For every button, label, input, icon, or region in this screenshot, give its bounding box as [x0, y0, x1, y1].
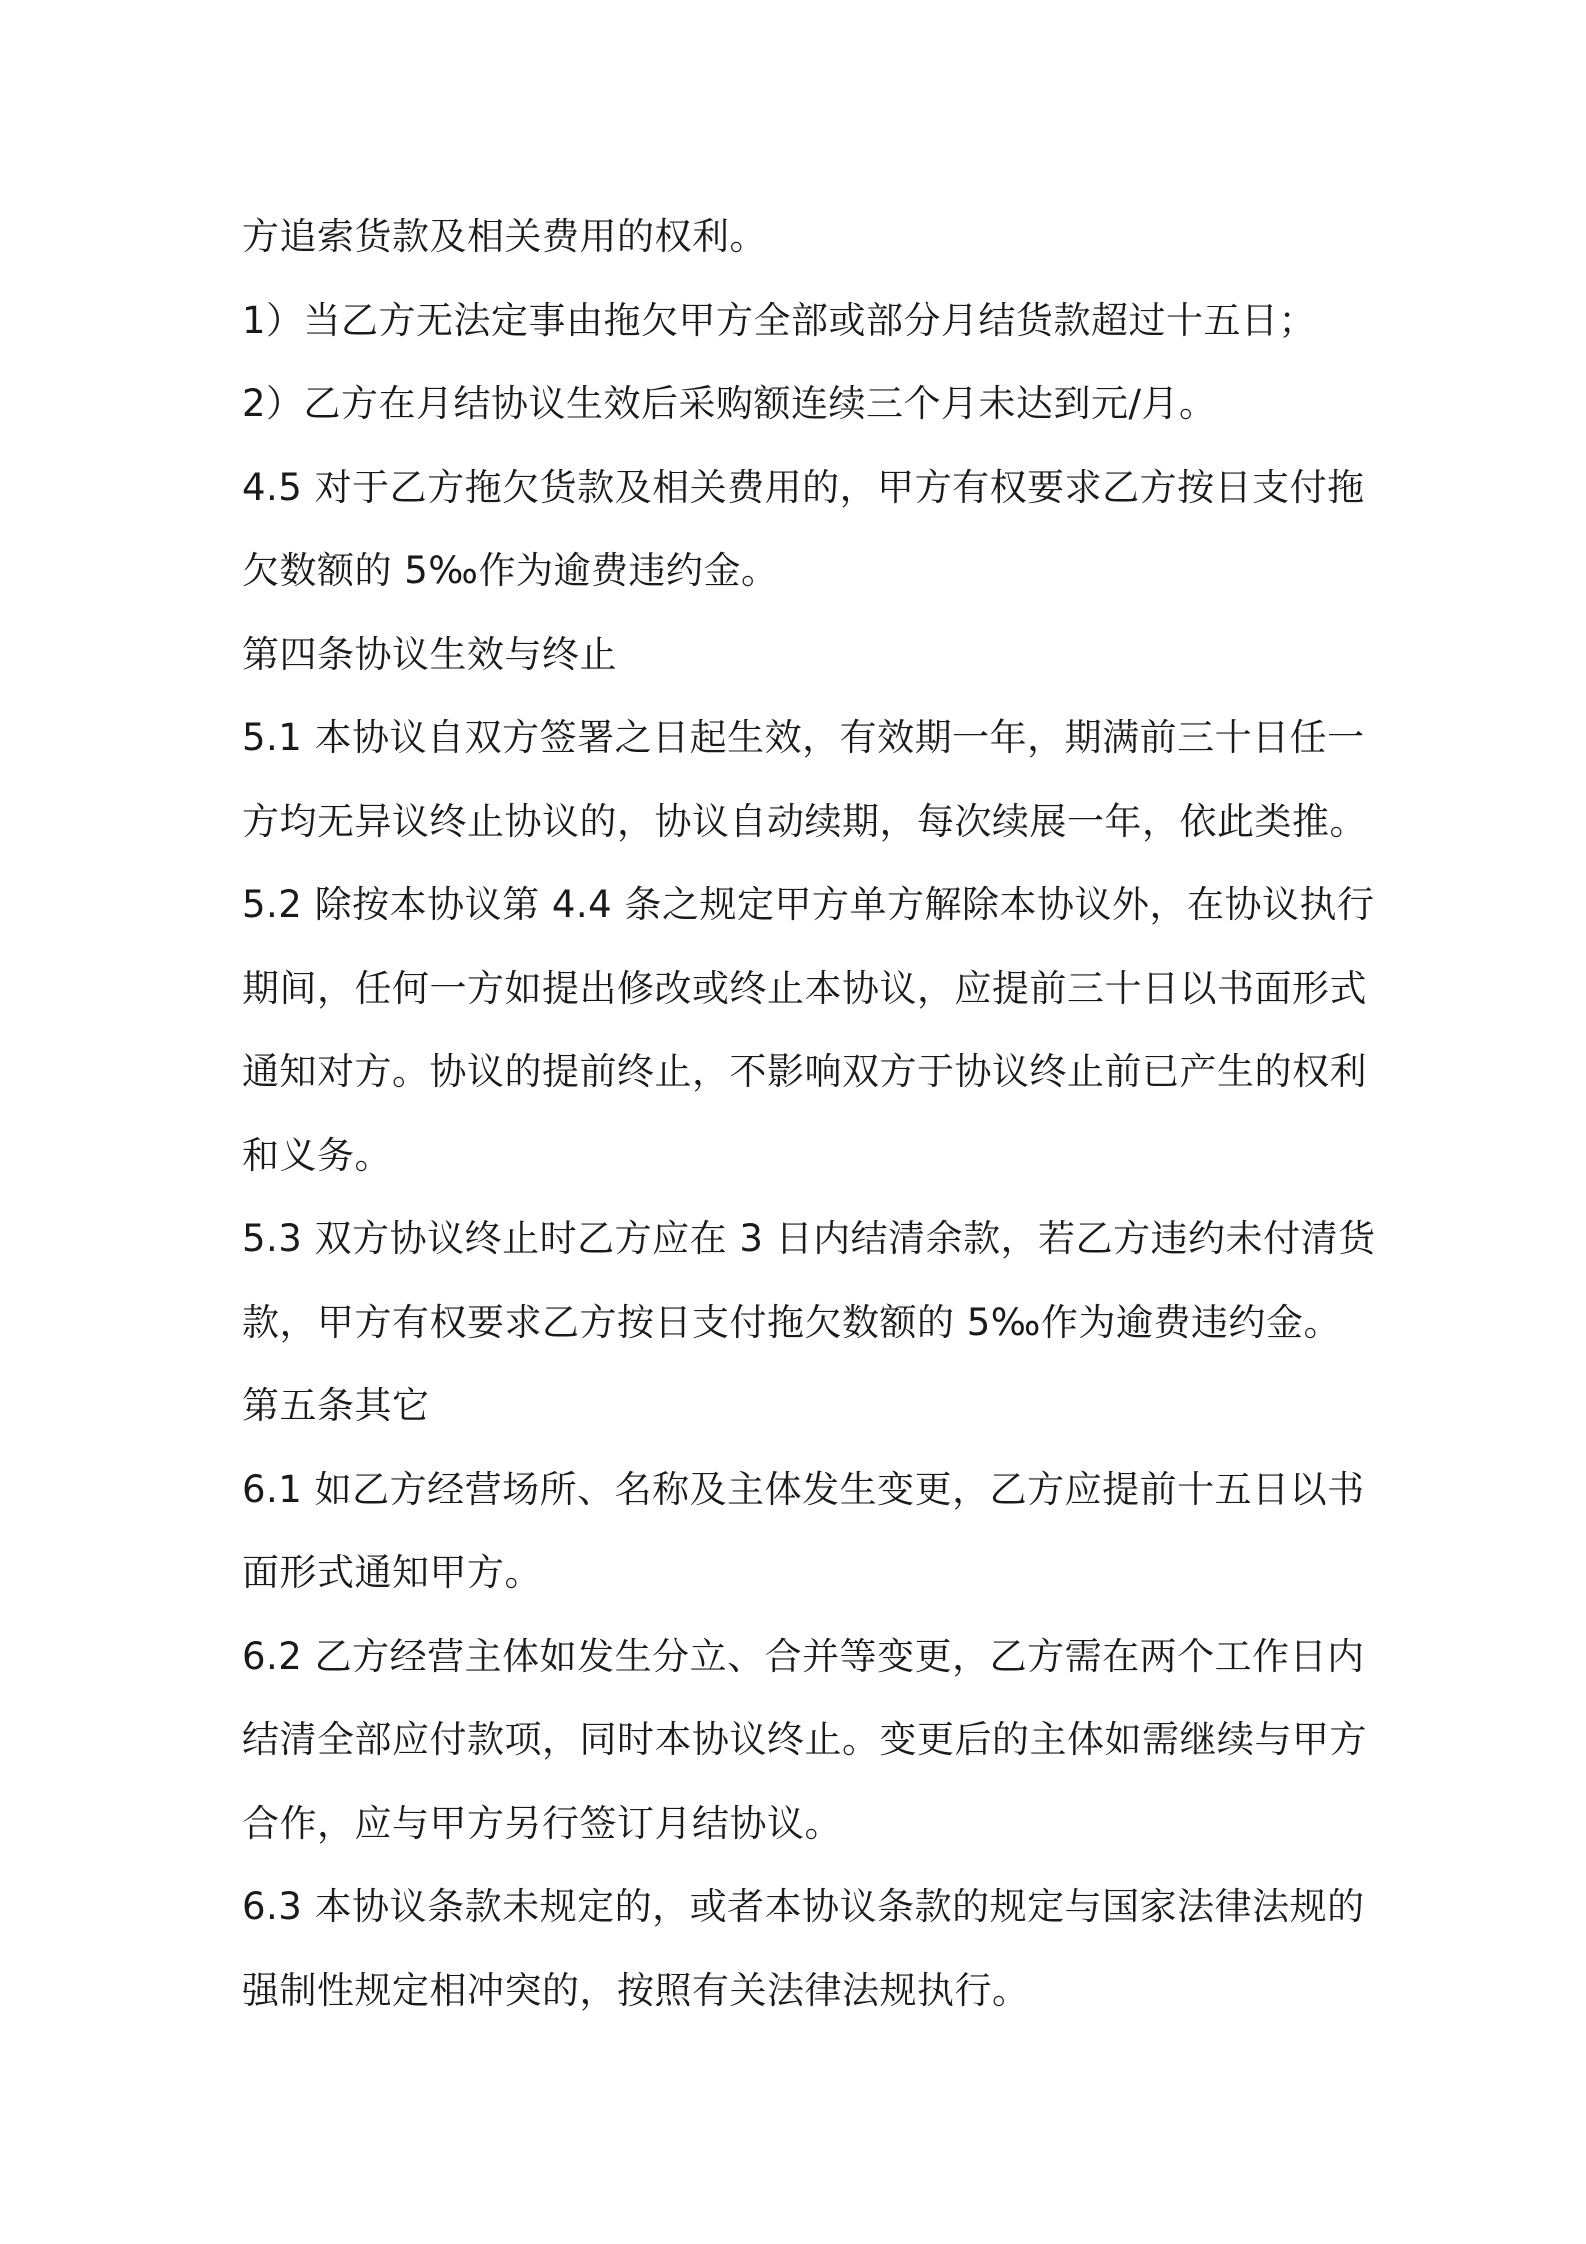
text-line-16: 6.1 如乙方经营场所、名称及主体发生变更，乙方应提前十五日以书 — [242, 1467, 1365, 1511]
text-line-5: 欠数额的 5‰作为逾费违约金。 — [242, 549, 779, 592]
text-line-17: 面形式通知甲方。 — [242, 1551, 542, 1594]
text-line-18: 6.2 乙方经营主体如发生分立、合并等变更，乙方需在两个工作日内 — [242, 1634, 1365, 1678]
text-line-1: 方追索货款及相关费用的权利。 — [242, 215, 767, 258]
text-line-2: 1）当乙方无法定事由拖欠甲方全部或部分月结货款超过十五日； — [242, 298, 1317, 342]
text-line-7: 5.1 本协议自双方签署之日起生效，有效期一年，期满前三十日任一 — [242, 716, 1365, 759]
text-line-14: 款，甲方有权要求乙方按日支付拖欠数额的 5‰作为逾费违约金。 — [242, 1300, 1341, 1344]
text-line-11: 通知对方。协议的提前终止，不影响双方于协议终止前已产生的权利 — [242, 1050, 1367, 1093]
text-line-3: 2）乙方在月结协议生效后采购额连续三个月未达到元/月。 — [242, 382, 1217, 425]
text-line-4: 4.5 对于乙方拖欠货款及相关费用的，甲方有权要求乙方按日支付拖 — [242, 465, 1365, 509]
document-body — [242, 195, 1376, 2032]
text-line-19: 结清全部应付款项，同时本协议终止。变更后的主体如需继续与甲方 — [242, 1718, 1367, 1761]
section-heading-5: 第五条其它 — [242, 1384, 430, 1427]
text-line-8: 方均无异议终止协议的，协议自动续期，每次续展一年，依此类推。 — [242, 799, 1367, 843]
text-line-21: 6.3 本协议条款未规定的，或者本协议条款的规定与国家法律法规的 — [242, 1885, 1365, 1928]
text-line-22: 强制性规定相冲突的，按照有关法律法规执行。 — [242, 1968, 1030, 2012]
text-line-13: 5.3 双方协议终止时乙方应在 3 日内结清余款，若乙方违约未付清货 — [242, 1217, 1376, 1260]
text-line-20: 合作，应与甲方另行签订月结协议。 — [242, 1801, 842, 1845]
text-line-9: 5.2 除按本协议第 4.4 条之规定甲方单方解除本协议外，在协议执行 — [242, 883, 1375, 926]
text-line-12: 和义务。 — [242, 1133, 392, 1177]
text-line-10: 期间，任何一方如提出修改或终止本协议，应提前三十日以书面形式 — [242, 966, 1367, 1010]
section-heading-4: 第四条协议生效与终止 — [242, 632, 617, 676]
